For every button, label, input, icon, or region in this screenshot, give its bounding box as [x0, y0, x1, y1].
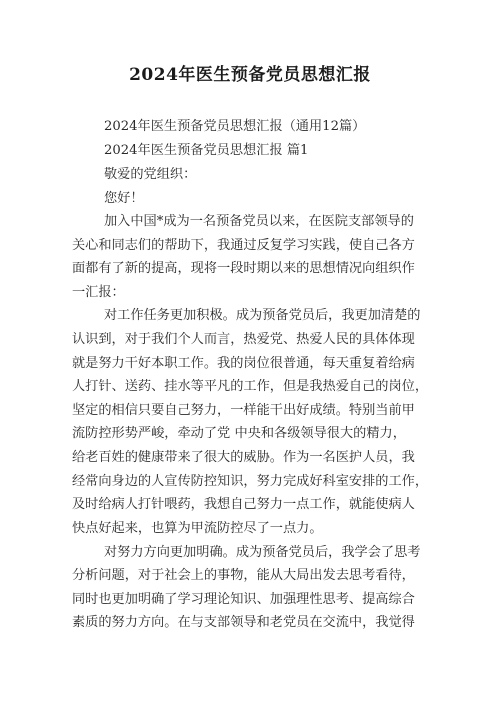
body-line: 坚定的相信只要自己努力，一样能干出好成绩。特别当前甲 — [72, 403, 415, 418]
body-line: 您好！ — [104, 191, 144, 206]
body-line: 对工作任务更加积极。成为预备党员后，我更加清楚的 — [104, 308, 421, 323]
body-line: 一汇报： — [72, 285, 125, 300]
body-line: 敬爱的党组织： — [104, 167, 197, 182]
body-line: 快点好起来，也算为甲流防控尽了一点力。 — [72, 521, 323, 536]
body-line: 经常向身边的人宣传防控知识，努力完成好科室安排的工作， — [72, 474, 429, 489]
body-line: 2024年医生预备党员思想汇报（通用12篇） — [104, 119, 366, 134]
body-line: 及时给病人打针喂药，我想自己努力一点工作，就能使病人 — [72, 497, 415, 512]
document-title: 2024年医生预备党员思想汇报 — [129, 65, 371, 85]
body-line: 素质的努力方向。在与支部领导和老党员在交流中，我觉得 — [72, 615, 415, 630]
body-line: 2024年医生预备党员思想汇报 篇1 — [104, 143, 309, 158]
body-line: 加入中国*成为一名预备党员以来，在医院支部领导的 — [104, 214, 414, 229]
body-line: 面都有了新的提高，现将一段时期以来的思想情况向组织作 — [72, 261, 415, 276]
body-line: 认识到，对于我们个人而言，热爱党、热爱人民的具体体现 — [72, 332, 415, 347]
body-line: 就是努力干好本职工作。我的岗位很普通，每天重复着给病 — [72, 356, 415, 371]
body-line: 同时也更加明确了学习理论知识、加强理性思考、提高综合 — [72, 592, 415, 607]
body-line: 关心和同志们的帮助下，我通过反复学习实践，使自己各方 — [72, 238, 415, 253]
body-line: 分析问题，对于社会上的事物，能从大局出发去思考看待， — [72, 568, 415, 583]
body-line: 给老百姓的健康带来了很大的威胁。作为一名医护人员，我 — [72, 450, 415, 465]
body-line: 流防控形势严峻，牵动了党 中央和各级领导很大的精力， — [72, 426, 406, 441]
body-line: 对努力方向更加明确。成为预备党员后，我学会了思考 — [104, 545, 421, 560]
body-line: 人打针、送药、挂水等平凡的工作，但是我热爱自己的岗位， — [72, 379, 429, 394]
